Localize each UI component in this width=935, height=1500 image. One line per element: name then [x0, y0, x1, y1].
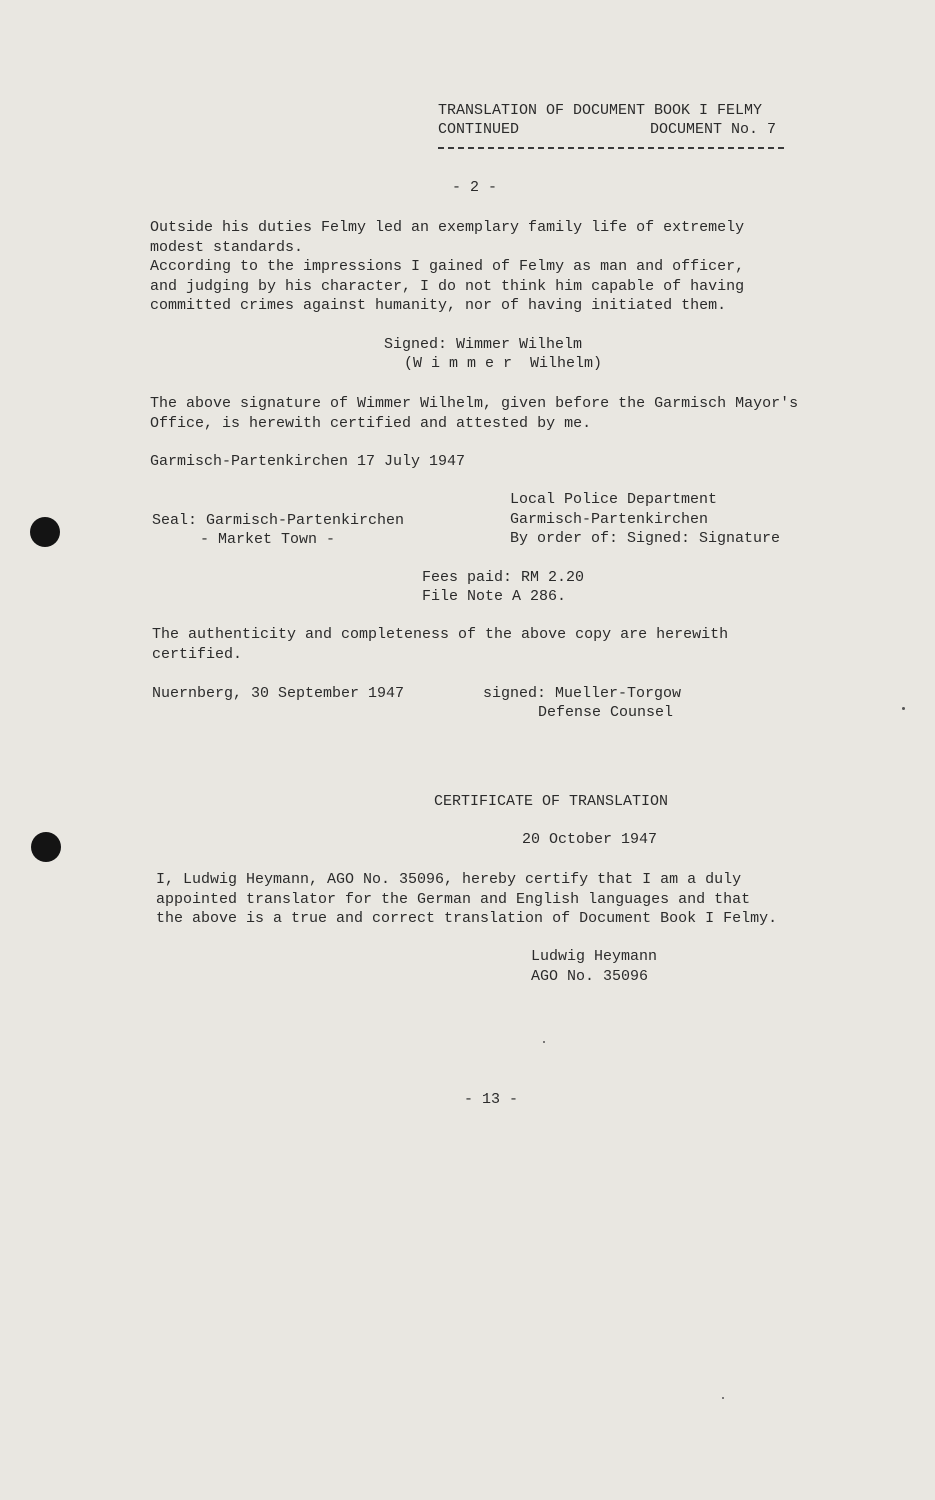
- paragraph-line: appointed translator for the German and English languages and that: [156, 890, 751, 908]
- paragraph-line: modest standards.: [150, 238, 304, 256]
- translator-ago-number: AGO No. 35096: [531, 968, 649, 985]
- seal-market-town: - Market Town -: [200, 531, 336, 548]
- paragraph-authenticity: [152, 625, 728, 664]
- paragraph-line: Office, is herewith certified and attested by me.: [150, 414, 592, 432]
- paragraph-line: According to the impressions I gained of Felmy as man and officer,: [150, 258, 745, 275]
- paragraph-signature-certification: [150, 394, 798, 433]
- police-order: By order of: Signed: Signature: [510, 530, 781, 547]
- signature-wimmer-spaced: (W i m m e r Wilhelm): [404, 355, 603, 372]
- place-date-garmisch: Garmisch-Partenkirchen 17 July 1947: [150, 453, 466, 470]
- certificate-date: 20 October 1947: [522, 831, 658, 848]
- paragraph-line: committed crimes against humanity, nor of having initiated them.: [150, 297, 727, 314]
- translator-name: Ludwig Heymann: [531, 948, 658, 965]
- paragraph-line: The above signature of Wimmer Wilhelm, given before the Garmisch Mayor's: [150, 395, 799, 412]
- police-location: Garmisch-Partenkirchen: [510, 511, 709, 528]
- paragraph-line: the above is a true and correct translation of Document Book I Felmy.: [156, 910, 778, 927]
- header-continued: CONTINUED: [438, 121, 520, 138]
- paragraph-line: The authenticity and completeness of the above copy are herewith: [152, 626, 729, 643]
- paragraph-line: certified.: [152, 645, 243, 663]
- paper-speck: [722, 1397, 724, 1399]
- paper-speck: [543, 1041, 545, 1043]
- police-department: Local Police Department: [510, 491, 718, 508]
- header-title-line: TRANSLATION OF DOCUMENT BOOK I FELMY: [438, 102, 763, 119]
- certificate-title: CERTIFICATE OF TRANSLATION: [434, 793, 669, 810]
- place-date-nuernberg: Nuernberg, 30 September 1947: [152, 685, 405, 702]
- page-number: - 13 -: [464, 1091, 519, 1108]
- fees-paid: Fees paid: RM 2.20: [422, 569, 585, 586]
- file-note: File Note A 286.: [422, 588, 567, 605]
- signature-wimmer: Signed: Wimmer Wilhelm: [384, 336, 583, 353]
- seal-line: Seal: Garmisch-Partenkirchen: [152, 512, 405, 529]
- paragraph-certificate-body: [156, 870, 777, 929]
- paper-speck: [902, 707, 905, 710]
- paragraph-line: I, Ludwig Heymann, AGO No. 35096, hereby certify that I am a duly: [156, 871, 742, 888]
- paragraph-line: Outside his duties Felmy led an exemplary family life of extremely: [150, 219, 745, 236]
- defense-counsel: Defense Counsel: [538, 704, 674, 721]
- punch-hole-top: [30, 517, 60, 547]
- signed-mueller-torgow: signed: Mueller-Torgow: [483, 685, 682, 702]
- paragraph-felmy-character: [150, 218, 744, 316]
- paragraph-line: and judging by his character, I do not think him capable of having: [150, 277, 745, 295]
- header-document-number: DOCUMENT No. 7: [650, 121, 777, 138]
- header-underline: [438, 147, 784, 149]
- punch-hole-bottom: [31, 832, 61, 862]
- page-marker: - 2 -: [452, 179, 498, 196]
